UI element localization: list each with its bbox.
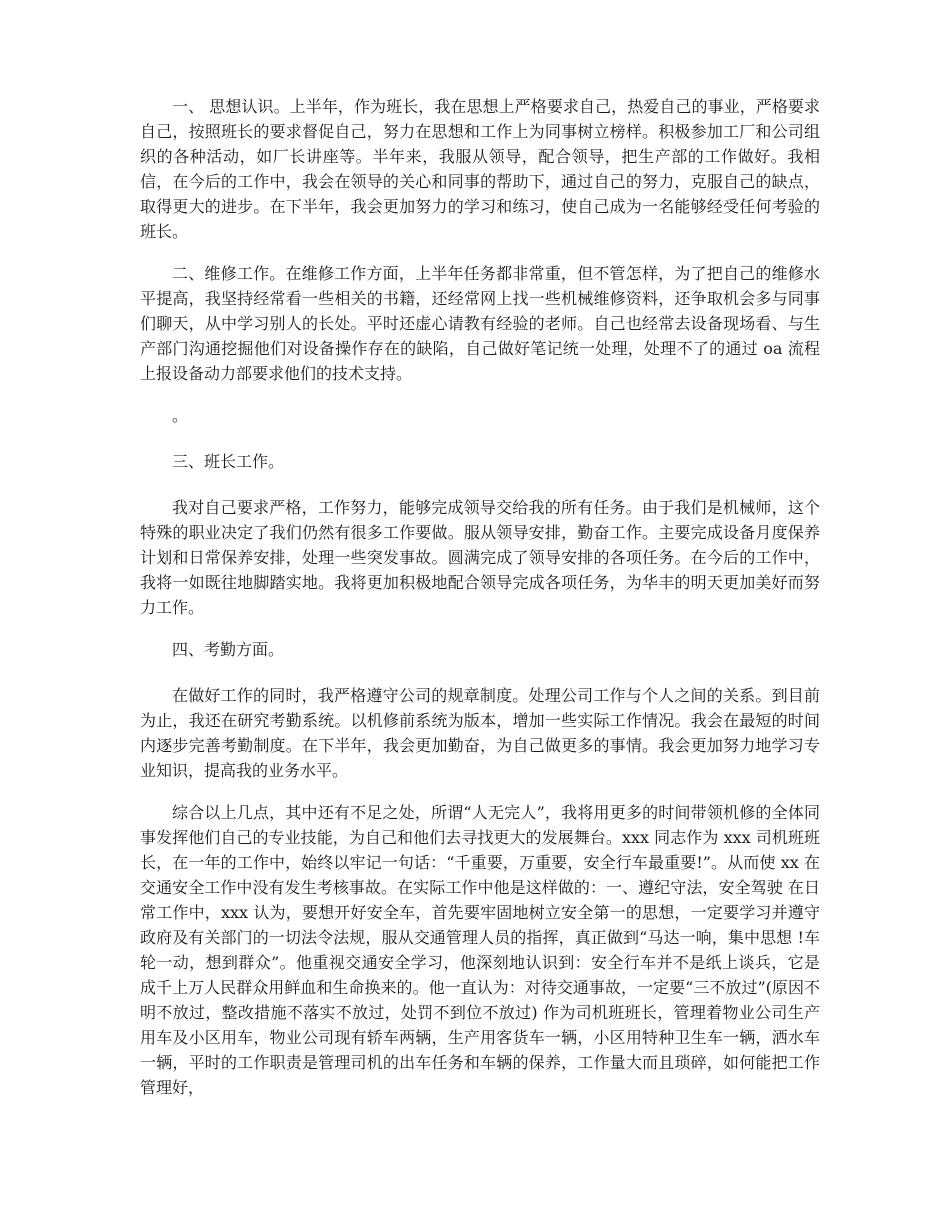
paragraph-dot: 。 <box>172 406 189 425</box>
paragraph-thinking: 一、 思想认识。上半年，作为班长，我在思想上严格要求自己，热爱自己的事业，严格要求自己，按照班长的要求督促自己，努力在思想和工作上为同事树立榜样。积极参加工厂和公司组织的各种活动，如厂长讲座等。半年来，我服从领导，配合领导，把生产部的工作做好。我相信，在今后的工作中，我会在领导的关心和同事的帮助下，通过自己的努力，克服自己的缺点，取得更大的进步。在下半年，我会更加努力的学习和练习，使自己成为一名能够经受任何考验的班长。 <box>140 97 820 241</box>
paragraph-attendance: 在做好工作的同时，我严格遵守公司的规章制度。处理公司工作与个人之间的关系。到目前为止，我还在研究考勤系统。以机修前系统为版本，增加一些实际工作情况。我会在最短的时间内逐步完善考勤制度。在下半年，我会更加勤奋，为自己做更多的事情。我会更加努力地学习专业知识，提高我的业务水平。 <box>140 686 820 780</box>
document-body <box>140 94 820 1117</box>
paragraph-summary: 综合以上几点，其中还有不足之处，所谓“人无完人”，我将用更多的时间带领机修的全体同事发挥他们自己的专业技能，为自己和他们去寻找更大的发展舞台。xxx 同志作为 xxx 司机班班长，在一年的工作中，始终以牢记一句话：“千重要，万重要，安全行车最重要!”。从而使 xx 在交通安全工作中没有发生考核事故。在实际工作中他是这样做的：一、遵纪守法，安全驾驶 在日常工作中，xxx 认为，要想开好安全车，首先要牢固地树立安全第一的思想，一定要学习并遵守政府及有关部门的一切法令法规，服从交通管理人员的指挥，真正做到“马达一响，集中思想 !车轮一动，想到群众”。他重视交通安全学习，他深刻地认识到：安全行车并不是纸上谈兵，它是成千上万人民群众用鲜血和生命换来的。他一直认为：对待交通事故，一定要“三不放过”(原因不明不放过，整改措施不落实不放过，处罚不到位不放过) 作为司机班班长，管理着物业公司生产用车及小区用车，物业公司现有轿车两辆，生产用客货车一辆，小区用特种卫生车一辆，洒水车一辆，平时的工作职责是管理司机的出车任务和车辆的保养，工作量大而且琐碎，如何能把工作管理好， <box>140 803 820 1097</box>
paragraph-team-leader: 我对自己要求严格，工作努力，能够完成领导交给我的所有任务。由于我们是机械师，这个特殊的职业决定了我们仍然有很多工作要做。服从领导安排，勤奋工作。主要完成设备月度保养计划和日常保养安排，处理一些突发事故。圆满完成了领导安排的各项任务。在今后的工作中，我将一如既往地脚踏实地。我将更加积极地配合领导完成各项任务，为华丰的明天更加美好而努力工作。 <box>140 498 820 617</box>
heading-attendance: 四、考勤方面。 <box>172 640 285 659</box>
paragraph-maintenance: 二、维修工作。在维修工作方面，上半年任务都非常重，但不管怎样，为了把自己的维修水平提高，我坚持经常看一些相关的书籍，还经常网上找一些机械维修资料，还争取机会多与同事们聊天，从中学习别人的长处。平时还虚心请教有经验的老师。自己也经常去设备现场看、与生产部门沟通挖掘他们对设备操作存在的缺陷，自己做好笔记统一处理，处理不了的通过 oa 流程上报设备动力部要求他们的技术支持。 <box>140 264 820 383</box>
heading-team-leader: 三、班长工作。 <box>172 452 285 471</box>
